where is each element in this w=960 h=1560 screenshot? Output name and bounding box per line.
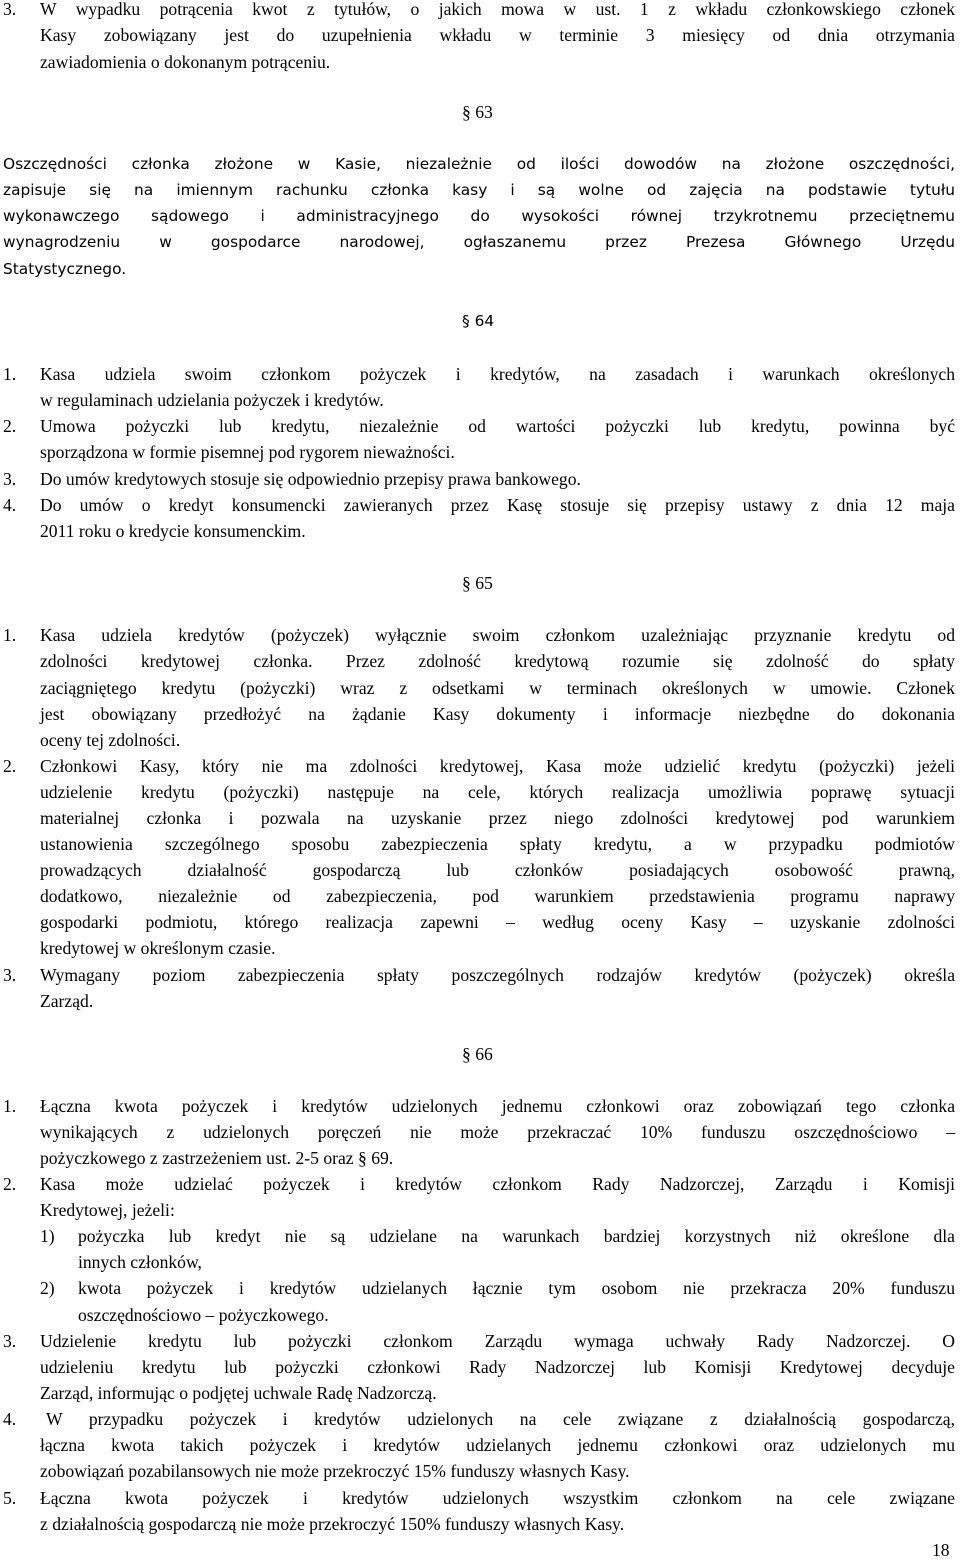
list-item-num: 5.: [3, 1488, 17, 1508]
list-item-num: 1.: [3, 1096, 17, 1116]
text-line: ustanowienia szczególnego sposobu zabezpieczenia spłaty kredytu, a w przypadku podmiotów: [40, 834, 955, 854]
text-line: udzielenie kredytu (pożyczki) następuje na cele, których realizacja umożliwia poprawę sytuacji: [40, 782, 955, 802]
text-line: Kasy zobowiązany jest do uzupełnienia wkładu w terminie 3 miesięcy od dnia otrzymania: [40, 25, 955, 45]
text-line: Kredytowej, jeżeli:: [40, 1200, 175, 1220]
text-line: zdolności kredytowej członka. Przez zdolność kredytową rozumie się zdolność do spłaty: [40, 651, 955, 671]
text-line: innych członków,: [78, 1252, 202, 1272]
list-item-num: 2.: [3, 756, 17, 776]
text-line: oceny tej zdolności.: [40, 730, 181, 750]
text-line: Zarząd.: [40, 991, 94, 1011]
list-item-num: 3.: [3, 0, 17, 19]
section-heading-65: § 65: [462, 573, 493, 593]
text-line: W przypadku pożyczek i kredytów udzielonych na cele związane z działalnością gospodarczą,: [46, 1409, 955, 1429]
text-line: Kasa udziela kredytów (pożyczek) wyłącznie swoim członkom uzależniając przyznanie kredytu od: [40, 625, 955, 645]
text-line: 2011 roku o kredycie konsumenckim.: [40, 521, 306, 541]
text-line: W wypadku potrącenia kwot z tytułów, o jakich mowa w ust. 1 z wkładu członkowskiego członek: [40, 0, 955, 19]
text-line: materialnej członka i pozwala na uzyskanie przez niego zdolności kredytowej pod warunkiem: [40, 808, 955, 828]
text-line: jest obowiązany przedłożyć na żądanie Kasy dokumenty i informacje niezbędne do dokonania: [40, 704, 955, 724]
text-line: pożyczkowego z zastrzeżeniem ust. 2-5 oraz § 69.: [40, 1148, 394, 1168]
sublist-item-num: 1): [40, 1226, 55, 1246]
text-line: zaciągniętego kredytu (pożyczki) wraz z odsetkami w terminach określonych w umowie. Członek: [40, 678, 955, 698]
text-line: wynagrodzeniu w gospodarce narodowej, ogłaszanemu przez Prezesa Głównego Urzędu: [3, 233, 955, 251]
section-heading-66: § 66: [462, 1044, 493, 1064]
text-line: Do umów o kredyt konsumencki zawieranych przez Kasę stosuje się przepisy ustawy z dnia 12 maja: [40, 495, 955, 515]
text-line: Do umów kredytowych stosuje się odpowiednio przepisy prawa bankowego.: [40, 469, 581, 489]
list-item-num: 1.: [3, 625, 17, 645]
text-line: pożyczka lub kredyt nie są udzielane na warunkach bardziej korzystnych niż określone dla: [78, 1226, 955, 1246]
text-line: łączna kwota takich pożyczek i kredytów udzielanych jednemu członkowi oraz udzielonych mu: [40, 1435, 955, 1455]
text-line: Kasa udziela swoim członkom pożyczek i kredytów, na zasadach i warunkach określonych: [40, 364, 955, 384]
list-item-num: 4.: [3, 495, 17, 515]
text-line: kwota pożyczek i kredytów udzielanych łącznie tym osobom nie przekracza 20% funduszu: [78, 1278, 955, 1298]
text-line: udzieleniu kredytu lub pożyczki członkowi Rady Nadzorczej lub Komisji Kredytowej decyduje: [40, 1357, 955, 1377]
text-line: w regulaminach udzielania pożyczek i kredytów.: [40, 390, 384, 410]
section-heading-64: § 64: [462, 312, 495, 330]
text-line: oszczędnościowo – pożyczkowego.: [78, 1305, 329, 1325]
text-line: sporządzona w formie pisemnej pod rygorem nieważności.: [40, 442, 455, 462]
text-line: Kasa może udzielać pożyczek i kredytów członkom Rady Nadzorczej, Zarządu i Komisji: [40, 1174, 955, 1194]
list-item-num: 3.: [3, 965, 17, 985]
list-item-num: 1.: [3, 364, 17, 384]
page-number: 18: [932, 1540, 950, 1560]
text-line: Członkowi Kasy, który nie ma zdolności kredytowej, Kasa może udzielić kredytu (pożyczki) jeżeli: [40, 756, 955, 776]
text-line: Oszczędności członka złożone w Kasie, niezależnie od ilości dowodów na złożone oszczędności,: [3, 155, 955, 173]
section-heading-63: § 63: [462, 102, 493, 122]
list-item-num: 2.: [3, 416, 17, 436]
list-item-num: 2.: [3, 1174, 17, 1194]
text-line: Statystycznego.: [3, 260, 127, 278]
text-line: kredytowej w określonym czasie.: [40, 938, 276, 958]
text-line: Umowa pożyczki lub kredytu, niezależnie od wartości pożyczki lub kredytu, powinna być: [40, 416, 955, 436]
list-item-num: 3.: [3, 469, 17, 489]
text-line: zawiadomienia o dokonanym potrąceniu.: [40, 52, 331, 72]
text-line: wykonawczego sądowego i administracyjnego do wysokości równej trzykrotnemu przeciętnemu: [3, 207, 955, 225]
sublist-item-num: 2): [40, 1278, 55, 1298]
text-line: Wymagany poziom zabezpieczenia spłaty poszczególnych rodzajów kredytów (pożyczek) określa: [40, 965, 955, 985]
text-line: Łączna kwota pożyczek i kredytów udzielonych jednemu członkowi oraz zobowiązań tego członka: [40, 1096, 955, 1116]
text-line: prowadzących działalność gospodarczą lub członków posiadających osobowość prawną,: [40, 860, 955, 880]
text-line: wynikających z udzielonych poręczeń nie może przekraczać 10% funduszu oszczędnościowo –: [40, 1122, 955, 1142]
text-line: gospodarki podmiotu, którego realizacja zapewni – według oceny Kasy – uzyskanie zdolności: [40, 912, 955, 932]
list-item-num: 3.: [3, 1331, 17, 1351]
text-line: zapisuje się na imiennym rachunku członka kasy i są wolne od zajęcia na podstawie tytułu: [3, 181, 955, 199]
text-line: z działalnością gospodarczą nie może przekroczyć 150% funduszy własnych Kasy.: [40, 1514, 625, 1534]
text-line: dodatkowo, niezależnie od zabezpieczenia, pod warunkiem przedstawienia programu naprawy: [40, 886, 955, 906]
text-line: Udzielenie kredytu lub pożyczki członkom Zarządu wymaga uchwały Rady Nadzorczej. O: [40, 1331, 955, 1351]
text-line: Łączna kwota pożyczek i kredytów udzielonych wszystkim członkom na cele związane: [40, 1488, 955, 1508]
list-item-num: 4.: [3, 1409, 17, 1429]
text-line: zobowiązań pozabilansowych nie może przekroczyć 15% funduszy własnych Kasy.: [40, 1461, 630, 1481]
text-line: Zarząd, informując o podjętej uchwale Radę Nadzorczą.: [40, 1383, 437, 1403]
